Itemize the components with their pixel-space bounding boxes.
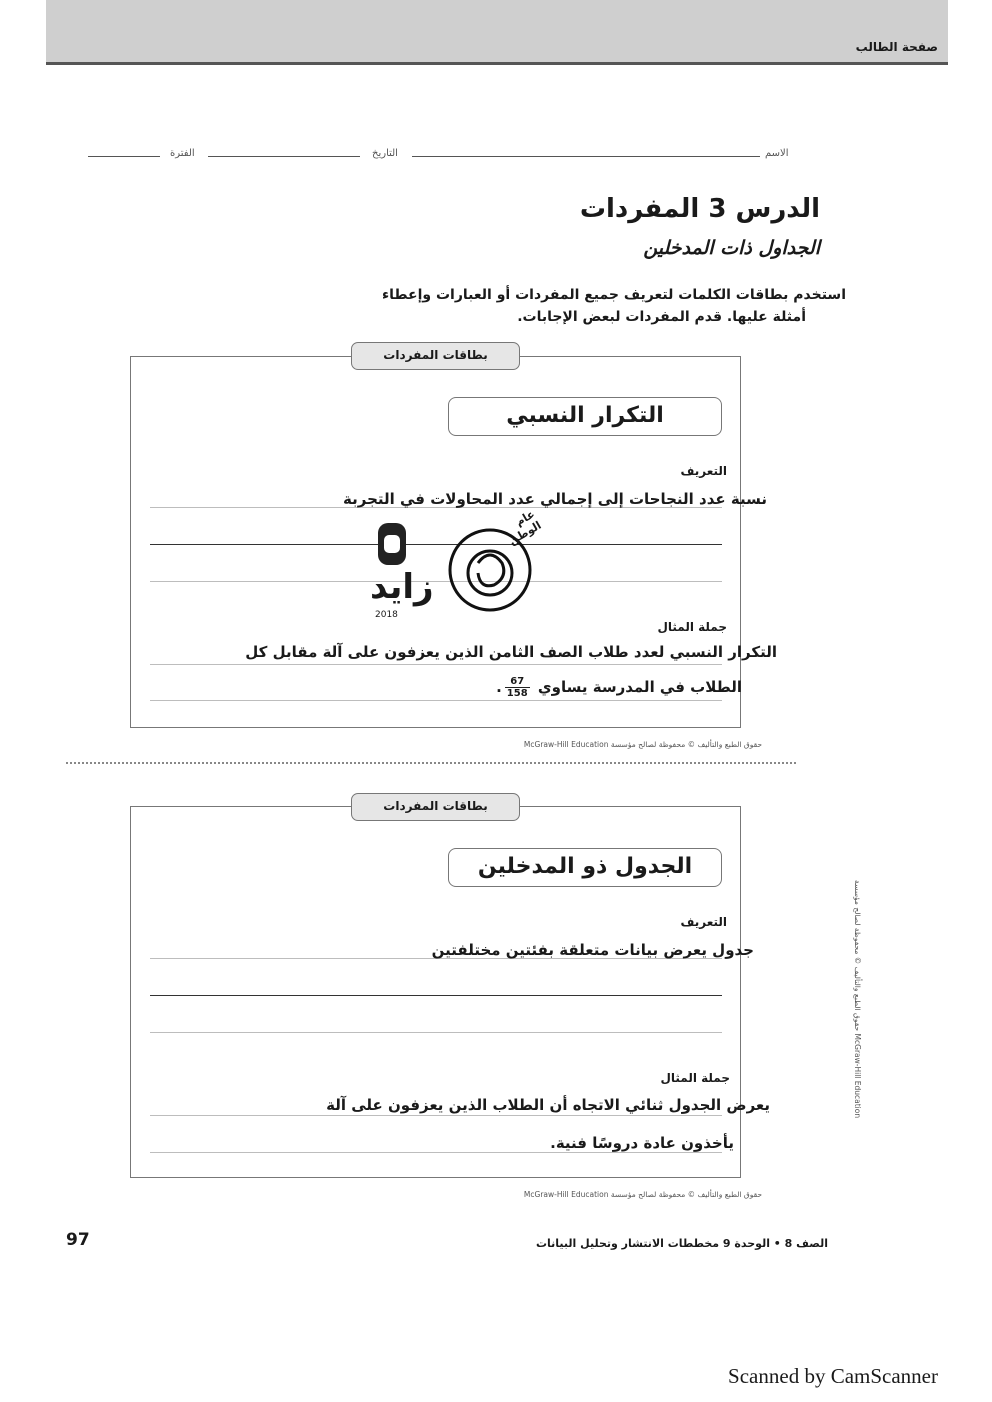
card-1-copyright: حقوق الطبع والتأليف © محفوظة لصالح مؤسسة McGraw-Hill Education [523,740,762,749]
card-1-example-label: جملة المثال [657,620,727,634]
course-footer: الصف 8 • الوحدة 9 مخططات الانتشار وتحليل البيانات [535,1237,828,1250]
period-line [88,156,160,157]
stamp-name: زايد [370,567,434,607]
card-1-line-4 [150,664,722,665]
page-number: 97 [66,1230,90,1250]
card-2-line-2 [150,995,722,996]
card-1-example-line-2 [496,676,742,699]
card-1-fraction [505,676,530,699]
card-1-example-text: الطلاب في المدرسة يساوي [537,678,742,696]
card-1-term: التكرار النسبي [448,397,722,436]
stamp-year: 2018 [375,610,398,620]
card-2-example-label: جملة المثال [660,1071,730,1085]
card-2-example-line-2: يأخذون عادة دروسًا فنية. [550,1134,734,1152]
card-2-definition-label: التعريف [680,915,727,929]
card-2-line-5 [150,1152,722,1153]
card-1-line-5 [150,700,722,701]
date-line [208,156,360,157]
card-2-tab: بطاقات المفردات [351,793,520,821]
seal-emblem [478,555,504,586]
instructions [286,284,846,328]
date-label: التاريخ [372,148,398,159]
period-label: الفترة [170,148,195,159]
instructions-line-2: أمثلة عليها. قدم المفردات لبعض الإجابات. [517,309,806,325]
fraction-numerator: 67 [505,676,530,688]
side-credit: حقوق الطبع والتأليف © محفوظة لصالح مؤسسة McGraw-Hill Education [853,880,862,1119]
stamp-overlay [360,507,544,625]
lesson-title: الدرس 3 المفردات [579,194,820,224]
card-1-definition-label: التعريف [680,464,727,478]
fraction-denominator: 158 [506,688,528,699]
instructions-line-1: استخدم بطاقات الكلمات لتعريف جميع المفردات أو العبارات وإعطاء [382,287,846,303]
card-2-term: الجدول ذو المدخلين [448,848,722,887]
card-2-line-3 [150,1032,722,1033]
scanner-watermark: Scanned by CamScanner [728,1364,938,1388]
card-1-tab: بطاقات المفردات [351,342,520,370]
card-2-copyright: حقوق الطبع والتأليف © محفوظة لصالح مؤسسة McGraw-Hill Education [523,1190,762,1199]
cut-line [66,762,796,764]
card-2-example-line-1: يعرض الجدول ثنائي الاتجاه أن الطلاب الذين يعزفون على آلة [326,1096,770,1114]
name-line [412,156,760,157]
seal-inner-ring [468,551,512,595]
lesson-subtitle: الجداول ذات المدخلين [643,237,820,259]
student-page-label: صفحة الطالب [855,40,938,54]
top-header-bar [46,0,948,65]
card-1-definition: نسبة عدد النجاحات إلى إجمالي عدد المحاولات في التجربة [343,490,767,508]
card-2-line-4 [150,1115,722,1116]
fraction-period: . [496,678,502,696]
seal-text: عام الوطن [506,507,544,548]
portrait-face [384,535,400,553]
card-2-definition: جدول يعرض بيانات متعلقة بفئتين مختلفتين [431,941,754,959]
name-label: الاسم [765,148,789,159]
card-1-example-line-1: التكرار النسبي لعدد طلاب الصف الثامن الذين يعزفون على آلة مقابل كل [245,643,777,661]
